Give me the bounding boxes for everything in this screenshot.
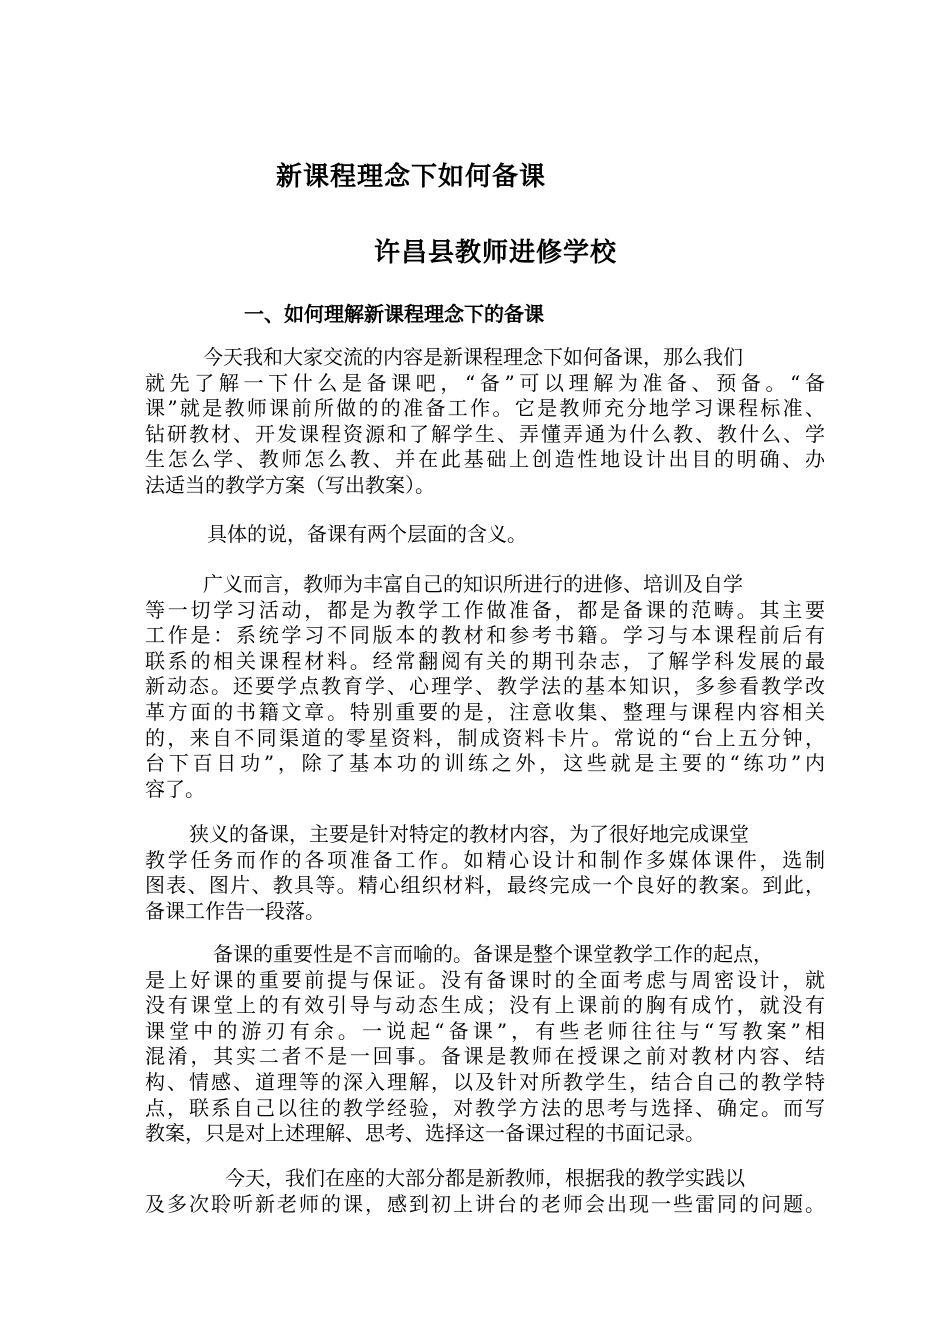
section-heading: 一、如何理解新课程理念下的备课 bbox=[244, 302, 544, 326]
paragraph-line: 教案，只是对上述理解、思考、选择这一备课过程的书面记录。 bbox=[145, 1121, 705, 1146]
paragraph-line: 备课工作告一段落。 bbox=[145, 898, 325, 923]
paragraph-line: 混淆，其实二者不是一回事。备课是教师在授课之前对教材内容、结 bbox=[145, 1044, 825, 1069]
paragraph-line: 没有课堂上的有效引导与动态生成；没有上课前的胸有成竹，就没有 bbox=[145, 993, 825, 1018]
paragraph-4 bbox=[145, 822, 825, 924]
paragraph-line: 工作是：系统学习不同版本的教材和参考书籍。学习与本课程前后有 bbox=[145, 623, 825, 648]
paragraph-3 bbox=[145, 572, 825, 802]
paragraph-line: 广义而言，教师为丰富自己的知识所进行的进修、培训及自学 bbox=[203, 572, 743, 596]
paragraph-line: 生怎么学、教师怎么教、并在此基础上创造性地设计出目的明确、办 bbox=[145, 447, 825, 472]
paragraph-line: 钻研教材、开发课程资源和了解学生、弄懂弄通为什么教、教什么、学 bbox=[145, 421, 825, 446]
paragraph-line: 的，来自不同渠道的零星资料，制成资料卡片。常说的“台上五分钟， bbox=[145, 725, 825, 750]
paragraph-line: 新动态。还要学点教育学、心理学、教学法的基本知识，多参看教学改 bbox=[145, 674, 825, 699]
paragraph-line: 点，联系自己以往的教学经验，对教学方法的思考与选择、确定。而写 bbox=[145, 1095, 825, 1120]
paragraph-line: 容了。 bbox=[145, 776, 205, 801]
paragraph-line: 台下百日功”，除了基本功的训练之外，这些就是主要的“练功”内 bbox=[145, 751, 825, 776]
paragraph-1 bbox=[145, 345, 825, 499]
paragraph-line: 图表、图片、教具等。精心组织材料，最终完成一个良好的教案。到此， bbox=[145, 873, 825, 898]
paragraph-2 bbox=[145, 522, 825, 548]
paragraph-line: 狭义的备课，主要是针对特定的教材内容，为了很好地完成课堂 bbox=[189, 822, 749, 846]
paragraph-line: 联系的相关课程材料。经常翻阅有关的期刊杂志，了解学科发展的最 bbox=[145, 648, 825, 673]
paragraph-5 bbox=[145, 942, 825, 1147]
paragraph-line: 具体的说，备课有两个层面的含义。 bbox=[207, 522, 527, 546]
paragraph-line: 及多次聆听新老师的课，感到初上讲台的老师会出现一些雷同的问题。 bbox=[145, 1191, 825, 1216]
paragraph-line: 今天我和大家交流的内容是新课程理念下如何备课，那么我们 bbox=[203, 345, 743, 369]
paragraph-line: 课”就是教师课前所做的的准备工作。它是教师充分地学习课程标准、 bbox=[145, 396, 825, 421]
paragraph-line: 今天，我们在座的大部分都是新教师，根据我的教学实践以 bbox=[225, 1166, 745, 1190]
paragraph-line: 构、情感、道理等的深入理解，以及针对所教学生，结合自己的教学特 bbox=[145, 1069, 825, 1094]
document-author: 许昌县教师进修学校 bbox=[374, 238, 618, 268]
document-title: 新课程理念下如何备课 bbox=[276, 162, 547, 192]
paragraph-line: 法适当的教学方案（写出教案）。 bbox=[145, 472, 435, 497]
paragraph-line: 革方面的书籍文章。特别重要的是，注意收集、整理与课程内容相关 bbox=[145, 699, 825, 724]
paragraph-line: 是上好课的重要前提与保证。没有备课时的全面考虑与周密设计，就 bbox=[145, 967, 825, 992]
paragraph-line: 就先了解一下什么是备课吧，“备”可以理解为准备、预备。“备 bbox=[145, 370, 825, 395]
paragraph-6 bbox=[145, 1166, 825, 1217]
paragraph-line: 教学任务而作的各项准备工作。如精心设计和制作多媒体课件，选制 bbox=[145, 847, 825, 872]
paragraph-line: 课堂中的游刃有余。一说起“备课”，有些老师往往与“写教案”相 bbox=[145, 1018, 825, 1043]
paragraph-line: 备课的重要性是不言而喻的。备课是整个课堂教学工作的起点， bbox=[213, 942, 773, 966]
paragraph-line: 等一切学习活动，都是为教学工作做准备，都是备课的范畴。其主要 bbox=[145, 597, 825, 622]
